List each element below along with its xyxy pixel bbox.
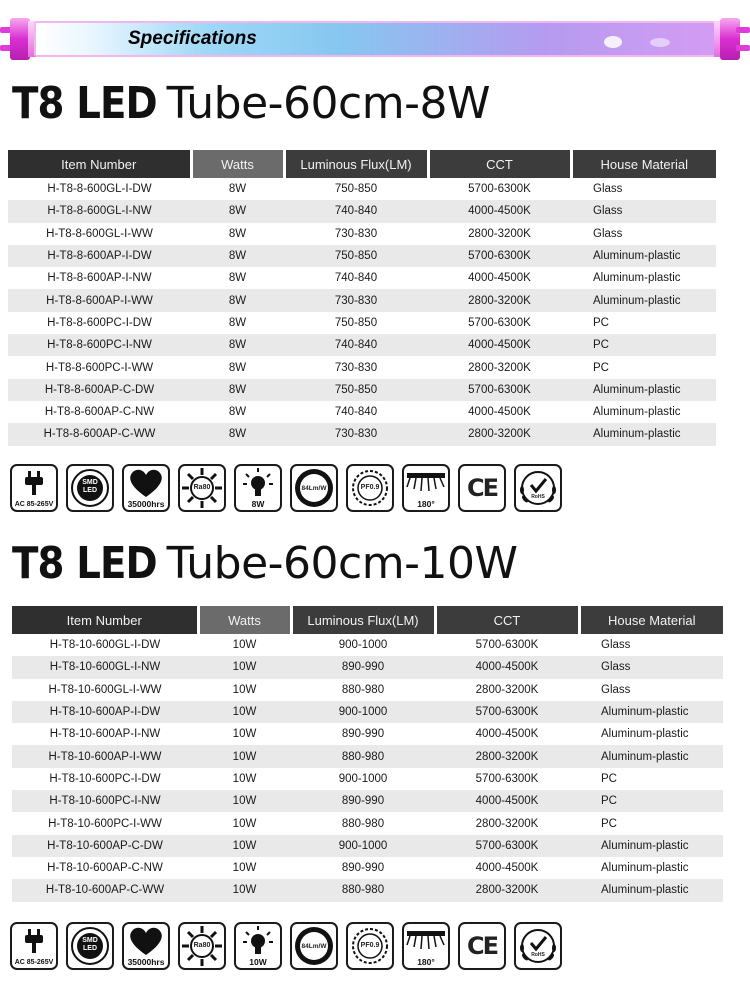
item-number-cell: H-T8-10-600GL-I-WW [12, 679, 198, 701]
table-row [8, 423, 716, 445]
luminous-flux-cell: 890-990 [291, 723, 435, 745]
item-number-cell: H-T8-10-600AP-I-NW [12, 723, 198, 745]
watts-cell: 8W [191, 289, 284, 311]
cct-cell: 5700-6300K [435, 701, 579, 723]
tube-cap-left [10, 18, 30, 60]
cct-cell: 2800-3200K [428, 423, 571, 445]
cct-cell: 5700-6300K [435, 768, 579, 790]
ce-mark-icon [458, 922, 506, 970]
luminous-flux-cell: 730-830 [284, 356, 428, 378]
heart-icon [122, 922, 170, 970]
table-header-row [12, 606, 723, 634]
watts-cell: 8W [191, 200, 284, 222]
table-row [12, 634, 723, 656]
plug-icon [10, 922, 58, 970]
power-factor-icon [346, 922, 394, 970]
item-number-cell: H-T8-8-600GL-I-WW [8, 223, 191, 245]
item-number-cell: H-T8-8-600AP-C-WW [8, 423, 191, 445]
column-header: Luminous Flux(LM) [284, 150, 428, 178]
table-row [8, 178, 716, 200]
luminous-flux-cell: 750-850 [284, 312, 428, 334]
house-material-cell: Aluminum-plastic [571, 379, 716, 401]
luminous-flux-cell: 890-990 [291, 790, 435, 812]
item-number-cell: H-T8-10-600AP-I-WW [12, 745, 198, 767]
watts-cell: 8W [191, 178, 284, 200]
luminous-flux-cell: 740-840 [284, 401, 428, 423]
watts-cell: 10W [198, 745, 291, 767]
luminous-flux-cell: 880-980 [291, 745, 435, 767]
house-material-cell: PC [579, 790, 723, 812]
spec-table-10w [12, 606, 723, 902]
rohs-icon [514, 464, 562, 512]
angle-label: 180° [417, 498, 435, 509]
column-header: Watts [191, 150, 284, 178]
luminous-flux-cell: 900-1000 [291, 634, 435, 656]
cct-cell: 5700-6300K [428, 245, 571, 267]
house-material-cell: PC [571, 312, 716, 334]
ce-label: CE [466, 932, 497, 960]
watts-cell: 10W [198, 634, 291, 656]
house-material-cell: Aluminum-plastic [571, 245, 716, 267]
lifetime-label: 35000hrs [127, 498, 165, 509]
table-row [8, 356, 716, 378]
cct-cell: 2800-3200K [428, 223, 571, 245]
efficacy-label: 84Lm/W [301, 485, 327, 492]
cct-cell: 5700-6300K [428, 178, 571, 200]
efficacy-icon [290, 464, 338, 512]
table-row [12, 745, 723, 767]
watts-cell: 8W [191, 379, 284, 401]
table-row [12, 812, 723, 834]
pf-label: PF0.9 [360, 484, 380, 491]
column-header: CCT [435, 606, 579, 634]
cct-cell: 5700-6300K [428, 379, 571, 401]
watts-cell: 10W [198, 812, 291, 834]
cct-cell: 4000-4500K [428, 267, 571, 289]
cct-cell: 4000-4500K [435, 790, 579, 812]
watts-cell: 8W [191, 223, 284, 245]
item-number-cell: H-T8-8-600PC-I-DW [8, 312, 191, 334]
house-material-cell: Glass [579, 634, 723, 656]
house-material-cell: Aluminum-plastic [571, 267, 716, 289]
cct-cell: 4000-4500K [428, 200, 571, 222]
table-row [8, 267, 716, 289]
spec-table-8w [8, 150, 716, 446]
item-number-cell: H-T8-10-600PC-I-WW [12, 812, 198, 834]
item-number-cell: H-T8-8-600AP-I-DW [8, 245, 191, 267]
table-row [8, 379, 716, 401]
item-number-cell: H-T8-10-600PC-I-DW [12, 768, 198, 790]
cct-cell: 4000-4500K [435, 656, 579, 678]
house-material-cell: Aluminum-plastic [579, 857, 723, 879]
watts-cell: 8W [191, 356, 284, 378]
table-row [8, 245, 716, 267]
pf-label: PF0.9 [360, 942, 380, 949]
heart-icon [122, 464, 170, 512]
ra-label: Ra80 [193, 942, 211, 949]
house-material-cell: Aluminum-plastic [571, 401, 716, 423]
column-header: House Material [579, 606, 723, 634]
item-number-cell: H-T8-8-600AP-I-WW [8, 289, 191, 311]
cct-cell: 5700-6300K [435, 835, 579, 857]
item-number-cell: H-T8-10-600GL-I-DW [12, 634, 198, 656]
table-row [8, 312, 716, 334]
ra-label: Ra80 [193, 484, 211, 491]
specifications-banner [0, 18, 750, 60]
table-row [8, 223, 716, 245]
column-header: Luminous Flux(LM) [291, 606, 435, 634]
luminous-flux-cell: 750-850 [284, 178, 428, 200]
watts-cell: 8W [191, 245, 284, 267]
led-label: LED [83, 945, 97, 952]
rohs-icon [514, 922, 562, 970]
item-number-cell: H-T8-8-600PC-I-NW [8, 334, 191, 356]
watt-label: 10W [249, 956, 267, 967]
column-header: House Material [571, 150, 716, 178]
watts-cell: 10W [198, 835, 291, 857]
section-title-8w [12, 78, 490, 129]
luminous-flux-cell: 900-1000 [291, 768, 435, 790]
item-number-cell: H-T8-8-600GL-I-DW [8, 178, 191, 200]
luminous-flux-cell: 880-980 [291, 812, 435, 834]
cct-cell: 2800-3200K [435, 745, 579, 767]
rohs-label: RoHS [531, 494, 545, 500]
house-material-cell: Aluminum-plastic [579, 723, 723, 745]
lifetime-label: 35000hrs [127, 956, 165, 967]
item-number-cell: H-T8-10-600GL-I-NW [12, 656, 198, 678]
ce-mark-icon [458, 464, 506, 512]
ce-label: CE [466, 474, 497, 502]
feature-icons-10w [10, 922, 562, 970]
smd-led-icon [66, 922, 114, 970]
item-number-cell: H-T8-10-600AP-C-NW [12, 857, 198, 879]
rohs-label: RoHS [531, 952, 545, 958]
luminous-flux-cell: 740-840 [284, 200, 428, 222]
tube-pin-right-bottom [736, 45, 750, 51]
smd-label: SMD [82, 479, 98, 486]
smd-label: SMD [82, 937, 98, 944]
house-material-cell: Glass [579, 656, 723, 678]
column-header: CCT [428, 150, 571, 178]
plug-icon [10, 464, 58, 512]
item-number-cell: H-T8-10-600AP-C-WW [12, 879, 198, 901]
item-number-cell: H-T8-8-600AP-C-DW [8, 379, 191, 401]
item-number-cell: H-T8-8-600AP-C-NW [8, 401, 191, 423]
luminous-flux-cell: 900-1000 [291, 835, 435, 857]
title-light: Tube-60cm-10W [166, 538, 518, 589]
house-material-cell: PC [579, 768, 723, 790]
luminous-flux-cell: 900-1000 [291, 701, 435, 723]
column-header: Item Number [12, 606, 198, 634]
table-header-row [8, 150, 716, 178]
item-number-cell: H-T8-8-600AP-I-NW [8, 267, 191, 289]
luminous-flux-cell: 730-830 [284, 423, 428, 445]
cct-cell: 2800-3200K [428, 356, 571, 378]
beam-angle-icon [402, 464, 450, 512]
watts-cell: 8W [191, 423, 284, 445]
voltage-label: AC 85-265V [14, 501, 54, 508]
section-title-10w [12, 538, 518, 589]
beam-angle-icon [402, 922, 450, 970]
table-row [12, 656, 723, 678]
feature-icons-8w [10, 464, 562, 512]
house-material-cell: Aluminum-plastic [579, 701, 723, 723]
luminous-flux-cell: 740-840 [284, 267, 428, 289]
house-material-cell: Aluminum-plastic [571, 289, 716, 311]
luminous-flux-cell: 730-830 [284, 223, 428, 245]
table-row [12, 879, 723, 901]
column-header: Item Number [8, 150, 191, 178]
table-row [12, 790, 723, 812]
table-row [12, 701, 723, 723]
luminous-flux-cell: 890-990 [291, 857, 435, 879]
luminous-flux-cell: 880-980 [291, 679, 435, 701]
watts-cell: 10W [198, 857, 291, 879]
cct-cell: 4000-4500K [428, 401, 571, 423]
watts-cell: 10W [198, 723, 291, 745]
ra-sun-icon [178, 922, 226, 970]
title-light: Tube-60cm-8W [166, 78, 490, 129]
house-material-cell: Glass [571, 223, 716, 245]
cct-cell: 4000-4500K [435, 723, 579, 745]
table-row [12, 835, 723, 857]
cct-cell: 4000-4500K [428, 334, 571, 356]
house-material-cell: Aluminum-plastic [571, 423, 716, 445]
efficacy-label: 84Lm/W [301, 943, 327, 950]
table-row [8, 289, 716, 311]
watts-cell: 8W [191, 401, 284, 423]
table-row [12, 857, 723, 879]
cct-cell: 4000-4500K [435, 857, 579, 879]
item-number-cell: H-T8-10-600PC-I-NW [12, 790, 198, 812]
title-bold: T8 LED [12, 78, 157, 129]
luminous-flux-cell: 890-990 [291, 656, 435, 678]
cct-cell: 2800-3200K [435, 879, 579, 901]
table-row [12, 768, 723, 790]
luminous-flux-cell: 880-980 [291, 879, 435, 901]
watts-cell: 8W [191, 312, 284, 334]
house-material-cell: PC [571, 356, 716, 378]
watts-cell: 10W [198, 701, 291, 723]
tube-glow [650, 38, 670, 47]
house-material-cell: Glass [571, 200, 716, 222]
house-material-cell: Aluminum-plastic [579, 745, 723, 767]
cct-cell: 2800-3200K [435, 679, 579, 701]
house-material-cell: Glass [579, 679, 723, 701]
watts-cell: 10W [198, 679, 291, 701]
item-number-cell: H-T8-8-600PC-I-WW [8, 356, 191, 378]
table-row [8, 334, 716, 356]
efficacy-icon [290, 922, 338, 970]
cct-cell: 2800-3200K [428, 289, 571, 311]
house-material-cell: PC [571, 334, 716, 356]
tube-pin-right-top [736, 27, 750, 33]
watts-cell: 8W [191, 267, 284, 289]
ra-sun-icon [178, 464, 226, 512]
table-row [12, 723, 723, 745]
led-label: LED [83, 487, 97, 494]
tube-glow [604, 36, 622, 48]
watts-cell: 10W [198, 656, 291, 678]
luminous-flux-cell: 750-850 [284, 379, 428, 401]
voltage-label: AC 85-265V [14, 959, 54, 966]
item-number-cell: H-T8-10-600AP-I-DW [12, 701, 198, 723]
house-material-cell: Glass [571, 178, 716, 200]
angle-label: 180° [417, 956, 435, 967]
title-bold: T8 LED [12, 538, 157, 589]
smd-led-icon [66, 464, 114, 512]
watt-label: 8W [251, 498, 265, 509]
table-row [8, 401, 716, 423]
house-material-cell: PC [579, 812, 723, 834]
item-number-cell: H-T8-10-600AP-C-DW [12, 835, 198, 857]
luminous-flux-cell: 730-830 [284, 289, 428, 311]
house-material-cell: Aluminum-plastic [579, 879, 723, 901]
tube-cap-right [720, 18, 740, 60]
watts-cell: 10W [198, 790, 291, 812]
table-row [12, 679, 723, 701]
bulb-icon [234, 464, 282, 512]
item-number-cell: H-T8-8-600GL-I-NW [8, 200, 191, 222]
column-header: Watts [198, 606, 291, 634]
bulb-icon [234, 922, 282, 970]
house-material-cell: Aluminum-plastic [579, 835, 723, 857]
banner-title: Specifications [128, 28, 257, 49]
luminous-flux-cell: 740-840 [284, 334, 428, 356]
luminous-flux-cell: 750-850 [284, 245, 428, 267]
watts-cell: 10W [198, 879, 291, 901]
cct-cell: 5700-6300K [428, 312, 571, 334]
cct-cell: 5700-6300K [435, 634, 579, 656]
watts-cell: 10W [198, 768, 291, 790]
power-factor-icon [346, 464, 394, 512]
table-row [8, 200, 716, 222]
cct-cell: 2800-3200K [435, 812, 579, 834]
watts-cell: 8W [191, 334, 284, 356]
